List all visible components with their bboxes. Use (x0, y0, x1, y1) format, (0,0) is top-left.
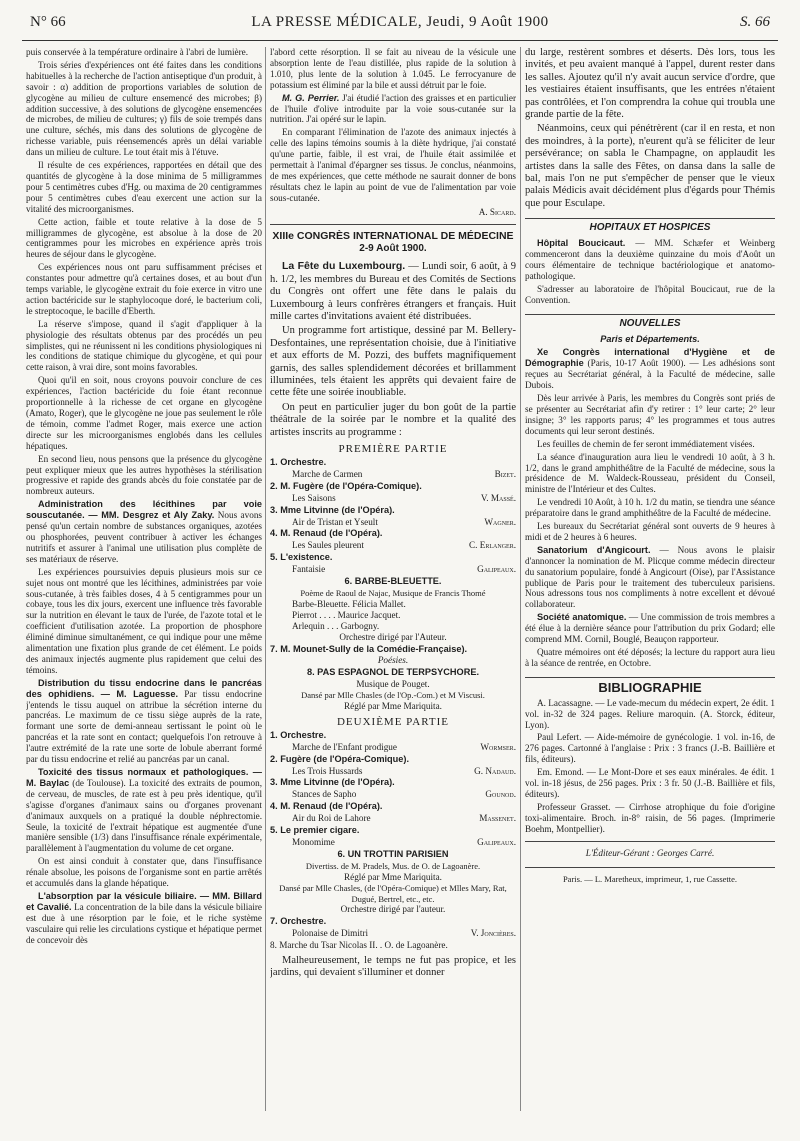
program-cast: Barbe-Bleuette. Félicia Mallet. (292, 598, 406, 609)
program-cast: Arlequin . . . Garbogny. (292, 620, 380, 631)
program-credit: Orchestre dirigé par l'Auteur. (339, 631, 447, 642)
column-divider (265, 47, 266, 1111)
paragraph: On est ainsi conduit à constater que, dans l'insuffisance rénale absolue, les poisons de l'organisme sont en partie arrêtés et accumulés dans la glande hépatique. (26, 856, 262, 889)
article-heading: Société anatomique. (537, 612, 627, 623)
program-credit: Dansé par Mlle Chasles (de l'Op.-Com.) et M Viscusi. (301, 690, 485, 701)
program-item: 7. Orchestre. (270, 916, 327, 927)
paragraph: La réserve s'impose, quand il s'agit d'appliquer à la physiologie des résultats obtenus par des procédés un peu simplistes, qui ne réunissent ni les conditions physiologiques ni les conditions de statique chimique du glycogène, et qui pour cette raison, à vrai dire, sont moins favorables. (26, 318, 262, 373)
program-composer: G. Nadaud. (474, 765, 516, 776)
program-item: 7. M. Mounet-Sully de la Comédie-Française). (270, 643, 468, 654)
program-item: 8. Marche du Tsar Nicolas II. . O. de Lagoanère. (270, 940, 448, 951)
issue-number: N° 66 (30, 14, 66, 30)
paragraph: Nous avons pensé qu'un certain nombre de substances organiques, azotées ou phosphorées, peuvent contribuer à activer les échanges nutritifs et assurer à l'animal une utilisation plus complète de ses matériaux de réserve. (26, 510, 262, 564)
paragraph: Un programme fort artistique, dessiné par M. Bellery-Desfontaines, une représentation choisie, due à l'initiative et aux efforts de M. Pozzi, des buffets magnifiquement garnis, des salles splendidement décorées et brillamment illuminées, tels étaient les apprêts qui devaient faire de cette fête une soirée inoubliable. (270, 325, 516, 399)
paragraph: S'adresser au laboratoire de l'hôpital Boucicaut, rue de la Convention. (525, 283, 775, 305)
program-piece: Les Trois Hussards (292, 765, 363, 776)
program-item: 5. Le premier cigare. (270, 825, 360, 836)
paragraph: La séance d'inauguration aura lieu le vendredi 10 août, à 3 h. 1/2, dans le grand amphithéâtre de la Faculté de médecine, sous la présidence de M. Waldeck-Rousseau, président du Conseil, ministre de l'Intérieur et des Cultes. (525, 451, 775, 495)
column-divider (520, 47, 521, 1111)
bibliography-entry: A. Lacassagne. — Le vade-mecum du médecin expert, 2e édit. 1 vol. in-32 de 324 pages. Reliure maroquin. (A. Storck, éditeur, Lyon). (525, 697, 775, 730)
program-composer: Wormser. (480, 741, 516, 752)
article-heading: Administration des lécithines par voie souscutanée. — MM. Desgrez et Aly Zaky. (26, 499, 262, 521)
program-item: 4. M. Renaud (de l'Opéra). (270, 801, 383, 812)
paragraph: (Paris, 10-17 Août 1900). — Les adhésions sont reçues au Secrétariat général, à la Faculté de médecine, salle Dubois. (525, 358, 775, 391)
paragraph: Il résulte de ces expériences, rapportées en détail que des quantités de glycogène à la dose minima de 5 milligrammes pour 5 centimètres cubes d'Hg. ou maxima de 20 centigrammes pour 5 centimètres cubes d'eau exercent une action sur la vitalité des microorganismes. (26, 160, 262, 214)
paragraph: Malheureusement, le temps ne fut pas propice, et les jardins, qui devaient s'illuminer et donner (270, 955, 516, 979)
program-credit: Dansé par Mlle Chasles, (de l'Opéra-Comique) et Mlles Mary, Rat, Dugué, Bertrel, etc., etc. (279, 882, 507, 904)
paragraph: Trois séries d'expériences ont été faites dans les conditions habituelles à la recherche de l'action antiseptique d'un produit, à savoir : α) addition de proportions variables de solution de glycogène au milieu de culture ensemencé des microbes; β) addition successive, à des solutions de glycogène ensemencées de microbes, de milieu de cultures; γ) fils de soie trempés dans une culture, séchés, mis dans des solutions de glycogène de richesse variable, puis réensemencés après un délai variable dans un milieu de culture. Le tout était mis à l'étuve. (26, 59, 262, 158)
paragraph: Cette action, faible et toute relative à la dose de 5 milligrammes de glycogène, est absolue à la dose de 20 centigrammes pour les microbes en expérience après trois heures de séjour dans le glycogène. (26, 216, 262, 260)
program-piece: Stances de Sapho (292, 789, 357, 800)
paragraph: Le vendredi 10 Août, à 10 h. 1/2 du matin, se tiendra une séance préparatoire dans le grand amphithéâtre de la Faculté de médecine. (525, 497, 775, 519)
paragraph: Les expériences poursuivies depuis plusieurs mois sur ce sujet nous ont montré que les lécithines, administrées par voie sous-cutanée, à très faibles doses, 4 à 5 centigrammes pour un cobaye, tous les dix jours, exercent une influence très favorable sur la nutrition en élevant le taux de l'urée, de l'azote total et le coefficient d'utilisation azotée. La proportion de phosphore éliminé diminue simultanément, ce qui indique pour une même alimentation une fixation plus grande de cet élément. Le poids des animaux injectés augmente plus rapidement que celui des témoins. (26, 566, 262, 675)
paragraph: Quoi qu'il en soit, nous croyons pouvoir conclure de ces expériences, l'action bactéricide du foie étant reconnue proportionnelle à la richesse de cet organe en glycogène (Amato, Roger), que le glycogène ne joue pas seulement le rôle de témoin, comme l'admet Roger, mais exerce une action directe sur les microorganismes englobés dans les cellules hépatiques. (26, 375, 262, 451)
bibliography-entry: Paul Lefert. — Aide-mémoire de gynécologie. 1 vol. in-16, de 276 pages. Cartonné à l'anglaise : Prix : 3 francs (J.-B. Baillière et fils, éditeurs). (525, 732, 775, 765)
column-3 (525, 47, 775, 1111)
article-heading: La Fête du Luxembourg. (282, 260, 406, 273)
column-1 (26, 47, 262, 1111)
article-heading: Xe Congrès international d'Hygiène et de Démographie (525, 347, 775, 369)
paragraph: Néanmoins, ceux qui pénétrèrent (car il en resta, et non des moindres, à la porte), n'eurent qu'à se féliciter de leur persévérance; on sabla le Champagne, on applaudit les artistes dans la salle des Fêtes, on dansa dans la salle de bal, mais l'on ne put s'empêcher de penser que le vieux palais Médicis avait décidément plus d'égards pour Thémis que pour Esculape. (525, 123, 775, 209)
program-part-heading: PREMIÈRE PARTIE (338, 443, 448, 456)
program-item: 3. Mme Litvinne (de l'Opéra). (270, 504, 395, 515)
paragraph: (de Toulouse). La toxicité des extraits de poumon, de cerveau, de muscles, de rate est à peu près identique, qu'il s'agisse d'organes d'animaux sains ou d'organes provenant d'animaux auxquels on a pratiqué la double néphrectomie. Seule, la toxicité de l'extrait hépatique est augmentée d'une manière sensible (1/3) dans l'insuffisance rénale expérimentale, parallèlement à l'augmentation du volume de cet organe. (26, 777, 262, 854)
program-piece: Air de Tristan et Yseult (292, 516, 378, 527)
paragraph: Par tissu endocrine j'entends le tissu auquel on attribue la sécrétion interne du pancréas. Le maximum de ce tissu siège auprès de la rate, formant une sorte de demi-anneau sertissant le point où le pancréas et la rate sont en contact; quelquefois l'on retrouve à l'autre extrémité de la rate une sorte de lobule aberrant formé par du tissu endocrine et relié au pancréas par un canal. (26, 688, 262, 765)
signature: A. Sicard. (478, 206, 516, 217)
program-composer: C. Erlanger. (469, 540, 516, 551)
editor-line: L'Éditeur-Gérant : Georges Carré. (525, 841, 775, 859)
column-2 (270, 47, 516, 1111)
paragraph: Les bureaux du Secrétariat général sont ouverts de 9 heures à midi et de 2 heures à 6 heures. (525, 521, 775, 542)
program-piece: Air du Roi de Lahore (292, 813, 371, 824)
program-item: 6. UN TROTTIN PARISIEN (337, 848, 449, 859)
paragraph: On peut en particulier juger du bon goût de la partie théâtrale de la soirée par le nombre et la qualité des artistes inscrits au programme : (270, 401, 516, 438)
paragraph: — Lundi soir, 6 août, à 9 h. 1/2, les membres du Bureau et des Comités de Sections du Congrès ont offert une fête dans le palais du Luxembourg à leurs confrères étrangers et français. Huit mille cartes d'invitations avaient été distribuées. (270, 261, 516, 323)
section-heading: HOPITAUX ET HOSPICES (525, 218, 775, 234)
section-heading: BIBLIOGRAPHIE (525, 677, 775, 694)
program-piece: Poésies. (377, 655, 409, 666)
article-heading: Hôpital Boucicaut. (537, 238, 626, 249)
paragraph: En comparant l'élimination de l'azote des animaux injectés à celle des lapins témoins soumis à la diète hydrique, j'ai constaté qu'une partie, faible, il est vrai, de l'huile était assimilée et permettait à l'animal d'épargner ses tissus. Je conclus, néanmoins, de mes expériences, que cette méthode ne saurait donner de bons résultats chez le lapin au point de vue de l'alimentation par voie sous-cutanée. (270, 127, 516, 203)
program-item: 2. M. Fugère (de l'Opéra-Comique). (270, 480, 422, 491)
program-piece: Marche de Carmen (292, 468, 363, 479)
program-composer: Galipeaux. (477, 837, 516, 847)
article-heading: Sanatorium d'Angicourt. (537, 544, 651, 555)
program-item: 8. PAS ESPAGNOL DE TERPSYCHORE. (306, 667, 480, 678)
page-number: S. 66 (740, 14, 770, 30)
article-heading: Distribution du tissu endocrine dans le pancréas des ophidiens. — M. Laguesse. (26, 677, 262, 699)
program-credit: Orchestre dirigé par l'auteur. (340, 904, 446, 915)
bibliography-entry: Em. Emond. — Le Mont-Dore et ses eaux minérales. 4e édit. 1 vol. in-18 jésus, de 256 pages. Prix : 3 fr. 50 (J.-B. Baillière et fils, éditeurs). (525, 767, 775, 799)
program-item: 5. L'existence. (270, 552, 333, 563)
program-item: 3. Mme Litvinne (de l'Opéra). (270, 777, 395, 788)
publication-title: LA PRESSE MÉDICALE, Jeudi, 9 Août 1900 (251, 14, 549, 30)
printer-line: Paris. — L. Maretheux, imprimeur, 1, rue Cassette. (525, 867, 775, 885)
program-piece: Monomime (292, 837, 335, 847)
paragraph: — Nous avons le plaisir d'annoncer la nomination de M. Plicque comme médecin directeur du sanatorium populaire, fondé à Angicourt (Oise), par l'Assistance publique de Paris pour le traitement des tuberculeux parisiens. Nous adressons tous nos compliments à notre excellent et dévoué collaborateur. (525, 544, 775, 610)
program-item: 4. M. Renaud (de l'Opéra). (270, 528, 383, 539)
program-composer: Massenet. (479, 813, 516, 824)
section-subheading: Paris et Départements. (600, 333, 700, 344)
paragraph: — MM. Schæfer et Weinberg commenceront dans la deuxième quinzaine du mois d'Août un cours élémentaire de technique bactériologique et anatomo-pathologique. (525, 238, 775, 281)
section-dates: 2-9 Août 1900. (359, 242, 427, 254)
program-piece: Fantaisie (292, 564, 326, 575)
paragraph: Quatre mémoires ont été déposés; la lecture du rapport aura lieu à la séance de rentrée, en Octobre. (525, 647, 775, 668)
paragraph: J'ai étudié l'action des graisses et en particulier de l'huile d'olive introduite par la voie sous-cutanée sur la nutrition. J'ai opéré sur le lapin. (270, 92, 516, 125)
paragraph: En second lieu, nous pensons que la présence du glycogène peut expliquer mieux que les autres hypothèses la stérilisation progressive et rapide des grands abcès du foie constatée par de nombreux auteurs. (26, 453, 262, 497)
article-heading: M. G. Perrier. (282, 92, 340, 103)
paragraph: Les feuilles de chemin de fer seront immédiatement visées. (537, 438, 755, 449)
program-composer: Bizet. (494, 468, 516, 479)
program-composer: V. Joncières. (470, 928, 516, 939)
program-item: 6. BARBE-BLEUETTE. (344, 576, 442, 587)
program-credit: Réglé par Mme Mariquita. (344, 871, 442, 882)
program-item: 1. Orchestre. (270, 729, 327, 740)
paragraph: Ces expériences nous ont paru suffisamment précises et constantes pour admettre qu'à certaines doses, et au bout d'un temps variable, le glycogène extrait du foie exerce in vitro une action bactéricide sur le staphylocoque doré, le bacterium coli, le streptocoque, le bacille d'Eberth. (26, 262, 262, 316)
section-heading: XIIIe CONGRÈS INTERNATIONAL DE MÉDECINE (270, 224, 516, 242)
program-credit: Poème de Raoul de Najac, Musique de Francis Thomé (300, 587, 486, 598)
paragraph: La concentration de la bile dans la vésicule biliaire est due à une résorption par le foie, et le riche système vasculaire qui relie les circulations cystique et hépatique permet de concevoir dès (26, 901, 262, 945)
paragraph: — Une commission de trois membres a été élue à la dernière séance pour l'attribution du prix Godard; elle comprend MM. Cornil, Bouglé, Beauçon rapporteur. (525, 612, 775, 645)
header-rule (22, 40, 778, 41)
program-part-heading: DEUXIÈME PARTIE (336, 715, 449, 728)
program-piece: Les Saisons (292, 492, 336, 503)
program-composer: Wagner. (484, 516, 516, 527)
program-item: 2. Fugère (de l'Opéra-Comique). (270, 753, 409, 764)
article-heading: Toxicité des tissus normaux et pathologiques. — M. Baylac (26, 767, 262, 788)
program-piece: Les Saules pleurent (292, 540, 364, 551)
section-heading: NOUVELLES (525, 314, 775, 330)
program-credit: Musique de Pouget. (356, 679, 430, 690)
page-header (22, 14, 778, 34)
program-composer: Galipeaux. (477, 564, 516, 575)
paragraph: l'abord cette résorption. Il se fait au niveau de la vésicule une absorption lente de l'eau distillée, plus rapide de la solution à 1.010, plus lente de la solution à 1.045. Le ferrocyanure de potassium est éliminé par la bile et aussi détruit par le foie. (270, 47, 516, 90)
program-credit: Divertiss. de M. Pradels, Mus. de O. de Lagoanère. (305, 860, 481, 871)
bibliography-entry: Professeur Grasset. — Cirrhose atrophique du foie d'origine toxi-alimentaire. Broch. in-8° raisin, de 56 pages. (Imprimerie Boehm, Montpellier). (525, 801, 775, 834)
program-composer: V. Massé. (480, 492, 516, 503)
article-heading: L'absorption par la vésicule biliaire. — MM. Billard et Cavalié. (26, 890, 262, 912)
paragraph: du large, restèrent sombres et déserts. Dès lors, tous les invités, et peu avaient manqué à l'appel, durent rester dans les salles. Ajoutez qu'il n'y avait aucun service d'ordre, que les vestiaires étaient insuffisants, que les entrées n'étaient pas contrôlées, et l'on comprendra la cohue qui troubla une grande partie de la fête. (525, 47, 775, 121)
paragraph: Dès leur arrivée à Paris, les membres du Congrès sont priés de se présenter au Secrétariat afin d'y retirer : 1° leur carte; 2° leur insigne; 3° les rapports parus; 4° les programmes et tous autres documents qui leur seront destinés. (525, 393, 775, 436)
program-composer: Gounod. (485, 789, 516, 800)
program-piece: Marche de l'Enfant prodigue (292, 741, 397, 752)
program-item: 1. Orchestre. (270, 457, 327, 467)
program-cast: Pierrot . . . . Maurice Jacquet. (292, 609, 401, 620)
program-piece: Polonaise de Dimitri (292, 928, 369, 939)
paragraph: puis conservée à la température ordinaire à l'abri de lumière. (26, 47, 249, 57)
program-credit: Réglé par Mme Mariquita. (344, 701, 442, 712)
